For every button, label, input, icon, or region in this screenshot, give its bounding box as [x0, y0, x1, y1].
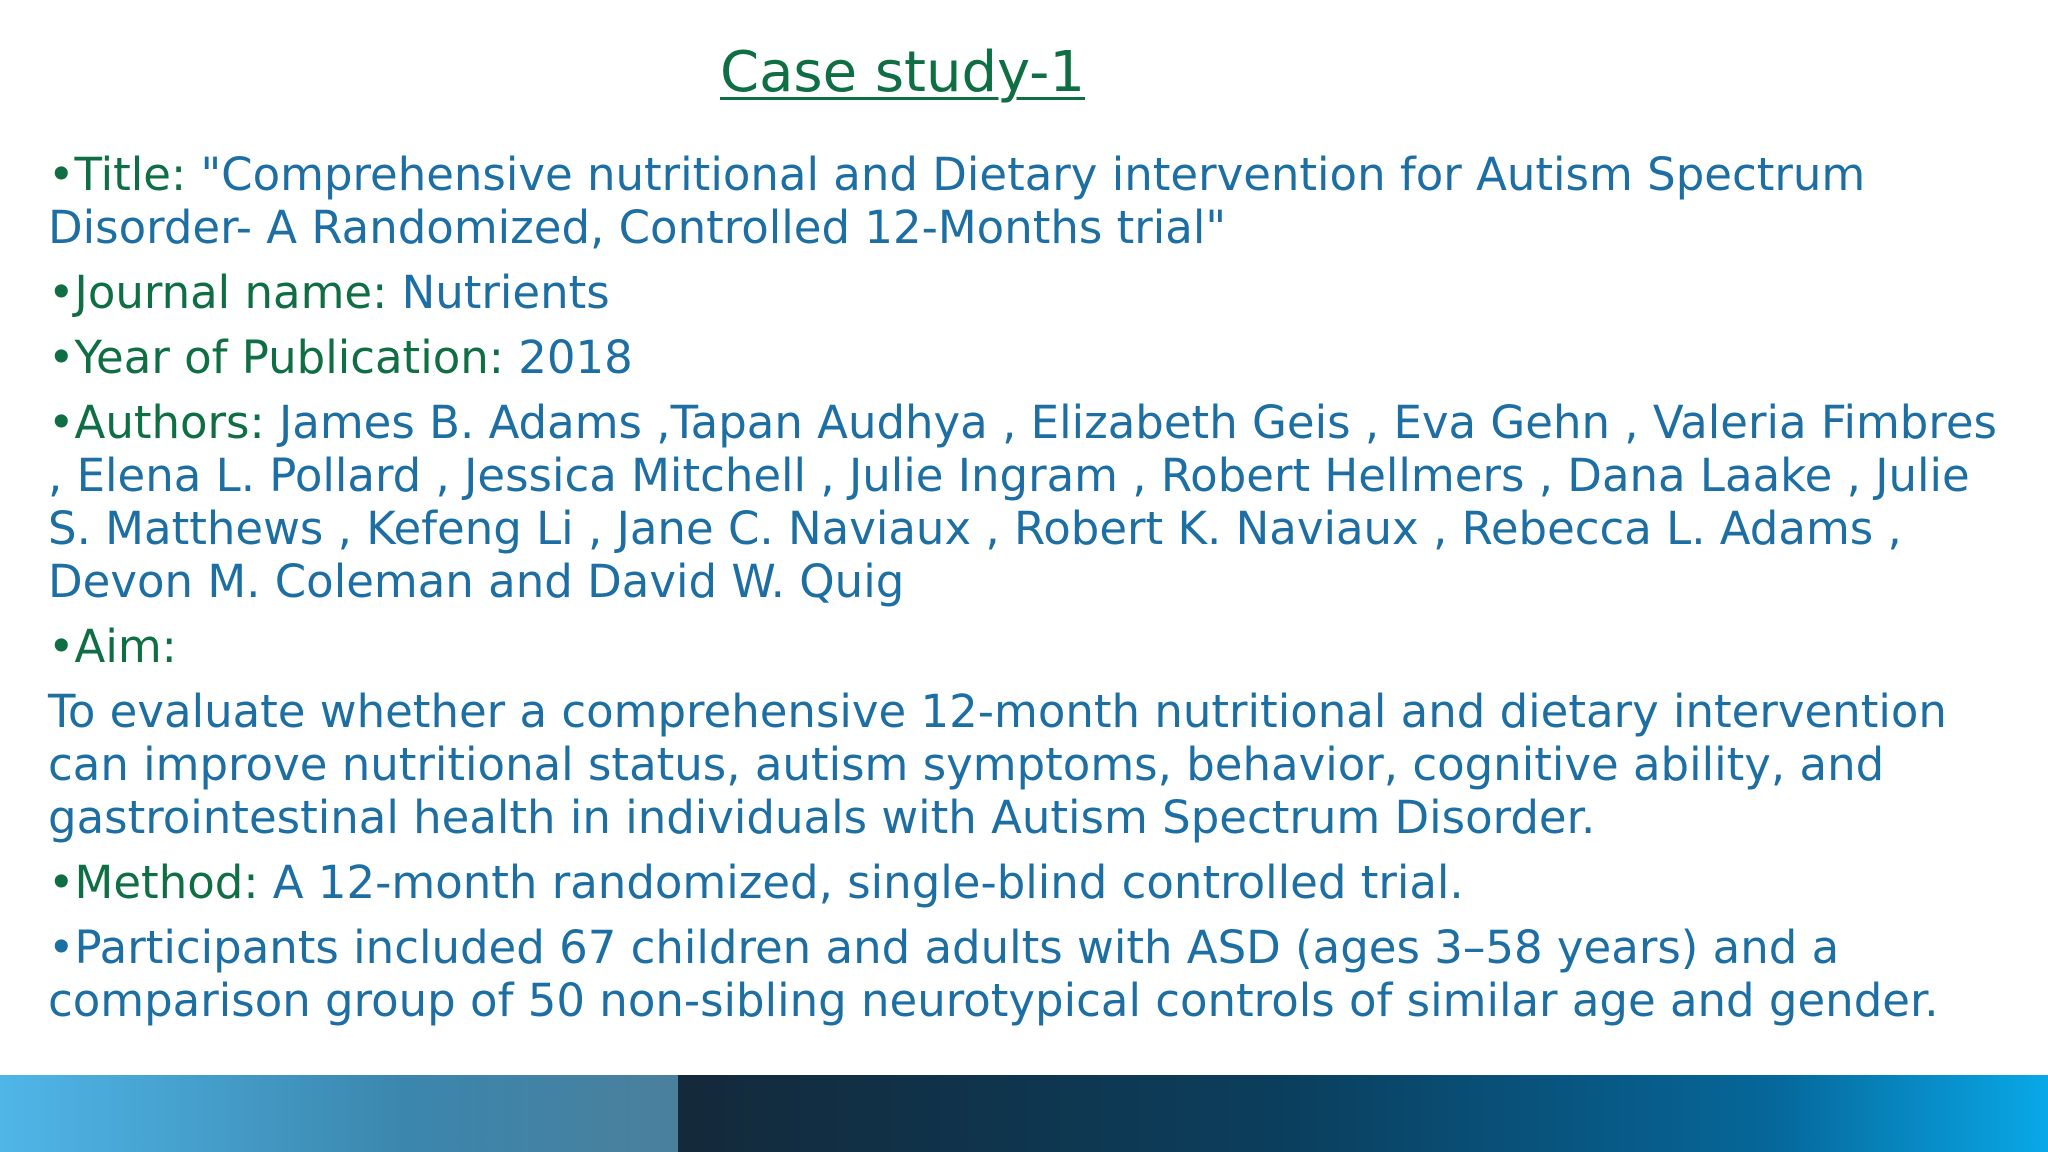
title-label: •Title:	[48, 148, 201, 201]
authors-item	[48, 396, 2008, 608]
method-item	[48, 856, 2008, 909]
year-item	[48, 331, 2008, 384]
authors-value: James B. Adams ,Tapan Audhya , Elizabeth Geis , Eva Gehn , Valeria Fimbres , Elena L. Pollard , Jessica Mitchell , Julie Ingram , Robert Hellmers , Dana Laake , Julie S. Matthews , Kefeng Li , Jane C. Naviaux , Robert K. Naviaux , Rebecca L. Adams , Devon M. Coleman and David W. Quig	[48, 396, 1997, 608]
year-value: 2018	[518, 331, 633, 384]
year-label: •Year of Publication:	[48, 331, 519, 384]
method-value: A 12-month randomized, single-blind controlled trial.	[272, 856, 1464, 909]
journal-item	[48, 266, 2008, 319]
aim-text: To evaluate whether a comprehensive 12-month nutritional and dietary intervention can improve nutritional status, autism symptoms, behavior, cognitive ability, and gastrointestinal health in individuals with Autism Spectrum Disorder.	[48, 685, 1947, 844]
aim-label: •Aim:	[48, 620, 177, 673]
method-label: •Method:	[48, 856, 273, 909]
participants-item: •Participants included 67 children and adults with ASD (ages 3–58 years) and a comparison group of 50 non-sibling neurotypical controls of similar age and gender.	[48, 921, 1939, 1027]
journal-value: Nutrients	[401, 266, 610, 319]
title-value: "Comprehensive nutritional and Dietary intervention for Autism Spectrum Disorder- A Randomized, Controlled 12-Months trial"	[48, 148, 1866, 254]
aim-item	[48, 620, 2008, 673]
footer-band-left	[0, 1075, 678, 1152]
authors-label: •Authors:	[48, 396, 279, 449]
title-item	[48, 148, 2008, 254]
journal-label: •Journal name:	[48, 266, 402, 319]
slide-title: Case study-1	[720, 40, 1086, 105]
footer-band	[0, 1075, 2048, 1152]
slide-content	[48, 148, 2008, 1039]
footer-band-right	[678, 1075, 2048, 1152]
